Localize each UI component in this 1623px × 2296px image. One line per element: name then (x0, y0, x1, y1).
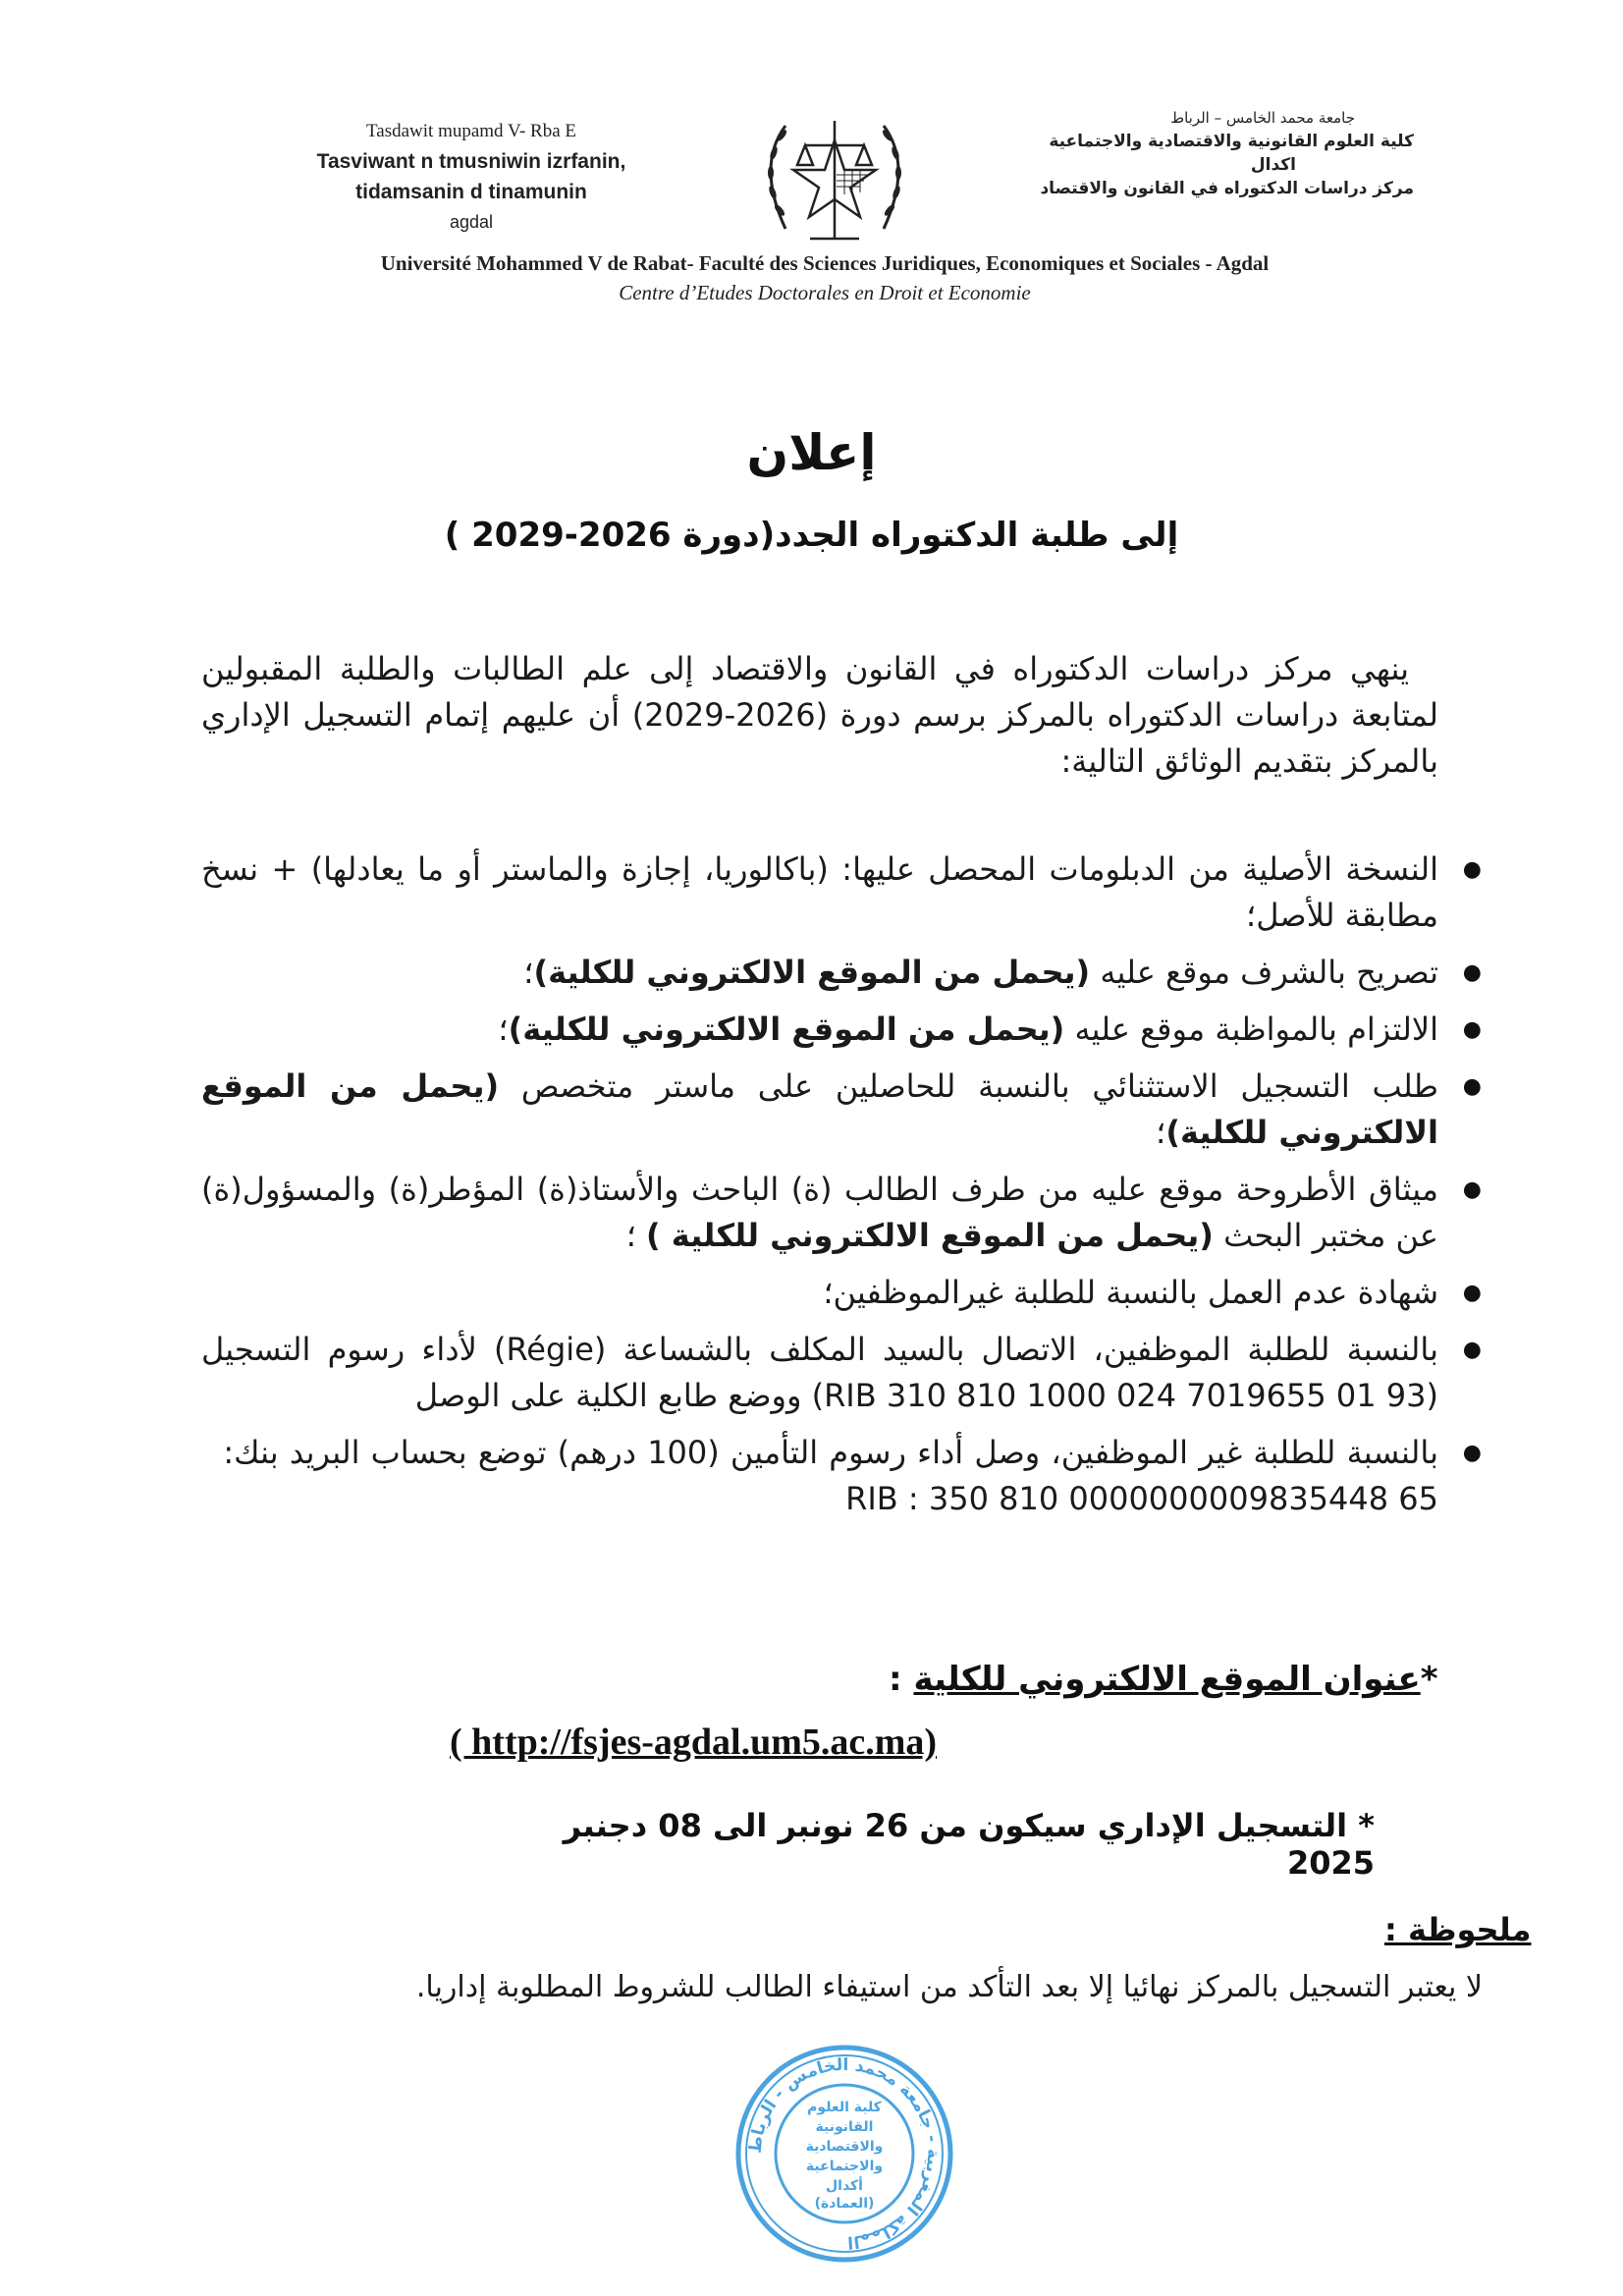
insurance-rib: RIB : 350 810 0000000009835448 65 (845, 1480, 1438, 1517)
faculty-emblem-icon (746, 106, 923, 253)
website-link[interactable] (450, 1721, 937, 1764)
download-note: (يحمل من الموقع الالكتروني للكلية ) (646, 1217, 1214, 1254)
centre-line: Centre d’Etudes Doctorales en Droit et Economie (619, 281, 1031, 304)
note-text: لا يعتبر التسجيل بالمركز نهائيا إلا بعد التأكد من استيفاء الطالب للشروط المطلوبة إداريا. (415, 1970, 1483, 2004)
list-item (201, 1007, 1438, 1053)
website-url-text[interactable]: ( http://fsjes-agdal.um5.ac.ma) (450, 1722, 938, 1763)
list-item-text: تصريح بالشرف موقع عليه (1090, 954, 1438, 991)
stamp-outer-text: المملكة المغربية - جامعة محمد الخامس - الرباط (745, 2054, 944, 2252)
announcement-subtitle: إلى طلبة الدكتوراه الجدد(دورة 2026-2029 ) (444, 516, 1179, 555)
download-note: (يحمل من الموقع الالكتروني للكلية) (533, 954, 1091, 991)
list-item (201, 1270, 1438, 1316)
stamp-inner-line: والاجتماعية (805, 2159, 884, 2174)
list-item-tail: ؛ (523, 954, 534, 991)
list-item-tail: ؛ (498, 1011, 509, 1048)
list-item-text: ميثاق الأطروحة موقع عليه من طرف الطالب (ة) الباحث والأستاذ(ة) المؤطر(ة) والمسؤول(ة) عن مختبر البحث (201, 1171, 1438, 1254)
regie-text-before: بالنسبة للطلبة الموظفين، الاتصال بالسيد المكلف بالشساعة (Régie) لأداء رسوم التسجيل ( (201, 1331, 1439, 1414)
list-item-insurance-payment (201, 1430, 1438, 1522)
list-item (201, 1064, 1438, 1156)
regie-rib: RIB 310 810 1000 024 7019655 01 93 (824, 1377, 1427, 1414)
insurance-text: بالنسبة للطلبة غير الموظفين، وصل أداء رسوم التأمين (100 درهم) توضع بحساب البريد بنك: (223, 1434, 1439, 1471)
stamp-inner-line: القانونية (815, 2119, 874, 2135)
list-item (201, 847, 1438, 939)
note-label: ملحوظة : (1384, 1911, 1532, 1948)
list-item-tail: ؛ (625, 1217, 647, 1254)
header-left-amazigh (285, 116, 658, 238)
header-right-line-4: مركز دراسات الدكتوراه في القانون والاقتصاد (1040, 179, 1414, 198)
header-left-line-3: tidamsanin d tinamunin (355, 181, 587, 203)
header-left-line-4: agdal (449, 212, 494, 232)
list-item-text: طلب التسجيل الاستثنائي بالنسبة للحاصلين على ماستر متخصص (499, 1067, 1439, 1105)
header-right-line-1: جامعة محمد الخامس – الرباط (1170, 109, 1355, 127)
website-label (889, 1660, 1437, 1699)
header-right-line-2: كلية العلوم القانونية والاقتصادية والاجتماعية (1049, 132, 1414, 151)
list-item-text: النسخة الأصلية من الدبلومات المحصل عليها: (باكالوريا، إجازة والماستر أو ما يعادلها) + نسخ مطابقة للأصل؛ (201, 850, 1438, 934)
stamp-inner-line: أكدال (826, 2178, 863, 2194)
header-left-line-1: Tasdawit mupamd V- Rba E (366, 121, 576, 141)
official-stamp-icon (731, 2041, 957, 2267)
website-colon: : (889, 1660, 914, 1699)
stamp-inner-line: (العمادة) (814, 2196, 875, 2212)
header-left-line-2: Tasviwant n tmusniwin izrfanin, (316, 150, 626, 173)
registration-period: * التسجيل الإداري سيكون من 26 نونبر الى 08 دجنبر 2025 (563, 1807, 1375, 1882)
university-line: Université Mohammed V de Rabat- Faculté des Sciences Juridiques, Economiques et Sociales - Agdal (380, 251, 1270, 275)
website-label-text: عنوان الموقع الالكتروني للكلية (913, 1660, 1421, 1699)
list-item-tail: ؛ (1156, 1114, 1166, 1151)
list-item-regie-payment (201, 1327, 1438, 1419)
download-note: (يحمل من الموقع الالكتروني للكلية) (508, 1011, 1065, 1048)
list-item-text: شهادة عدم العمل بالنسبة للطلبة غيرالموظفين؛ (823, 1274, 1438, 1311)
list-item-text: الالتزام بالمواظبة موقع عليه (1064, 1011, 1438, 1048)
header-right-arabic (992, 106, 1414, 200)
announcement-title: إعلان (746, 424, 877, 481)
stamp-inner-line: كلية العلوم (807, 2100, 882, 2115)
website-star: * (1420, 1660, 1438, 1699)
regie-text-after: ) ووضع طابع الكلية على الوصل (414, 1377, 825, 1414)
intro-paragraph: ينهي مركز دراسات الدكتوراه في القانون والاقتصاد إلى علم الطالبات والطلبة المقبولين لمتابعة دراسات الدكتوراه بالمركز برسم دورة (2026-2029) أن عليهم إتمام التسجيل الإداري بالمركز بتقديم الوثائق التالية: (201, 650, 1439, 780)
download-note: (يحمل من الموقع الالكتروني للكلية) (201, 1067, 1438, 1151)
required-documents-list (201, 847, 1482, 1533)
header-right-line-3: اكدال (1250, 155, 1296, 175)
list-item (201, 950, 1438, 996)
list-item (201, 1167, 1438, 1259)
stamp-inner-line: والاقتصادية (805, 2139, 884, 2155)
